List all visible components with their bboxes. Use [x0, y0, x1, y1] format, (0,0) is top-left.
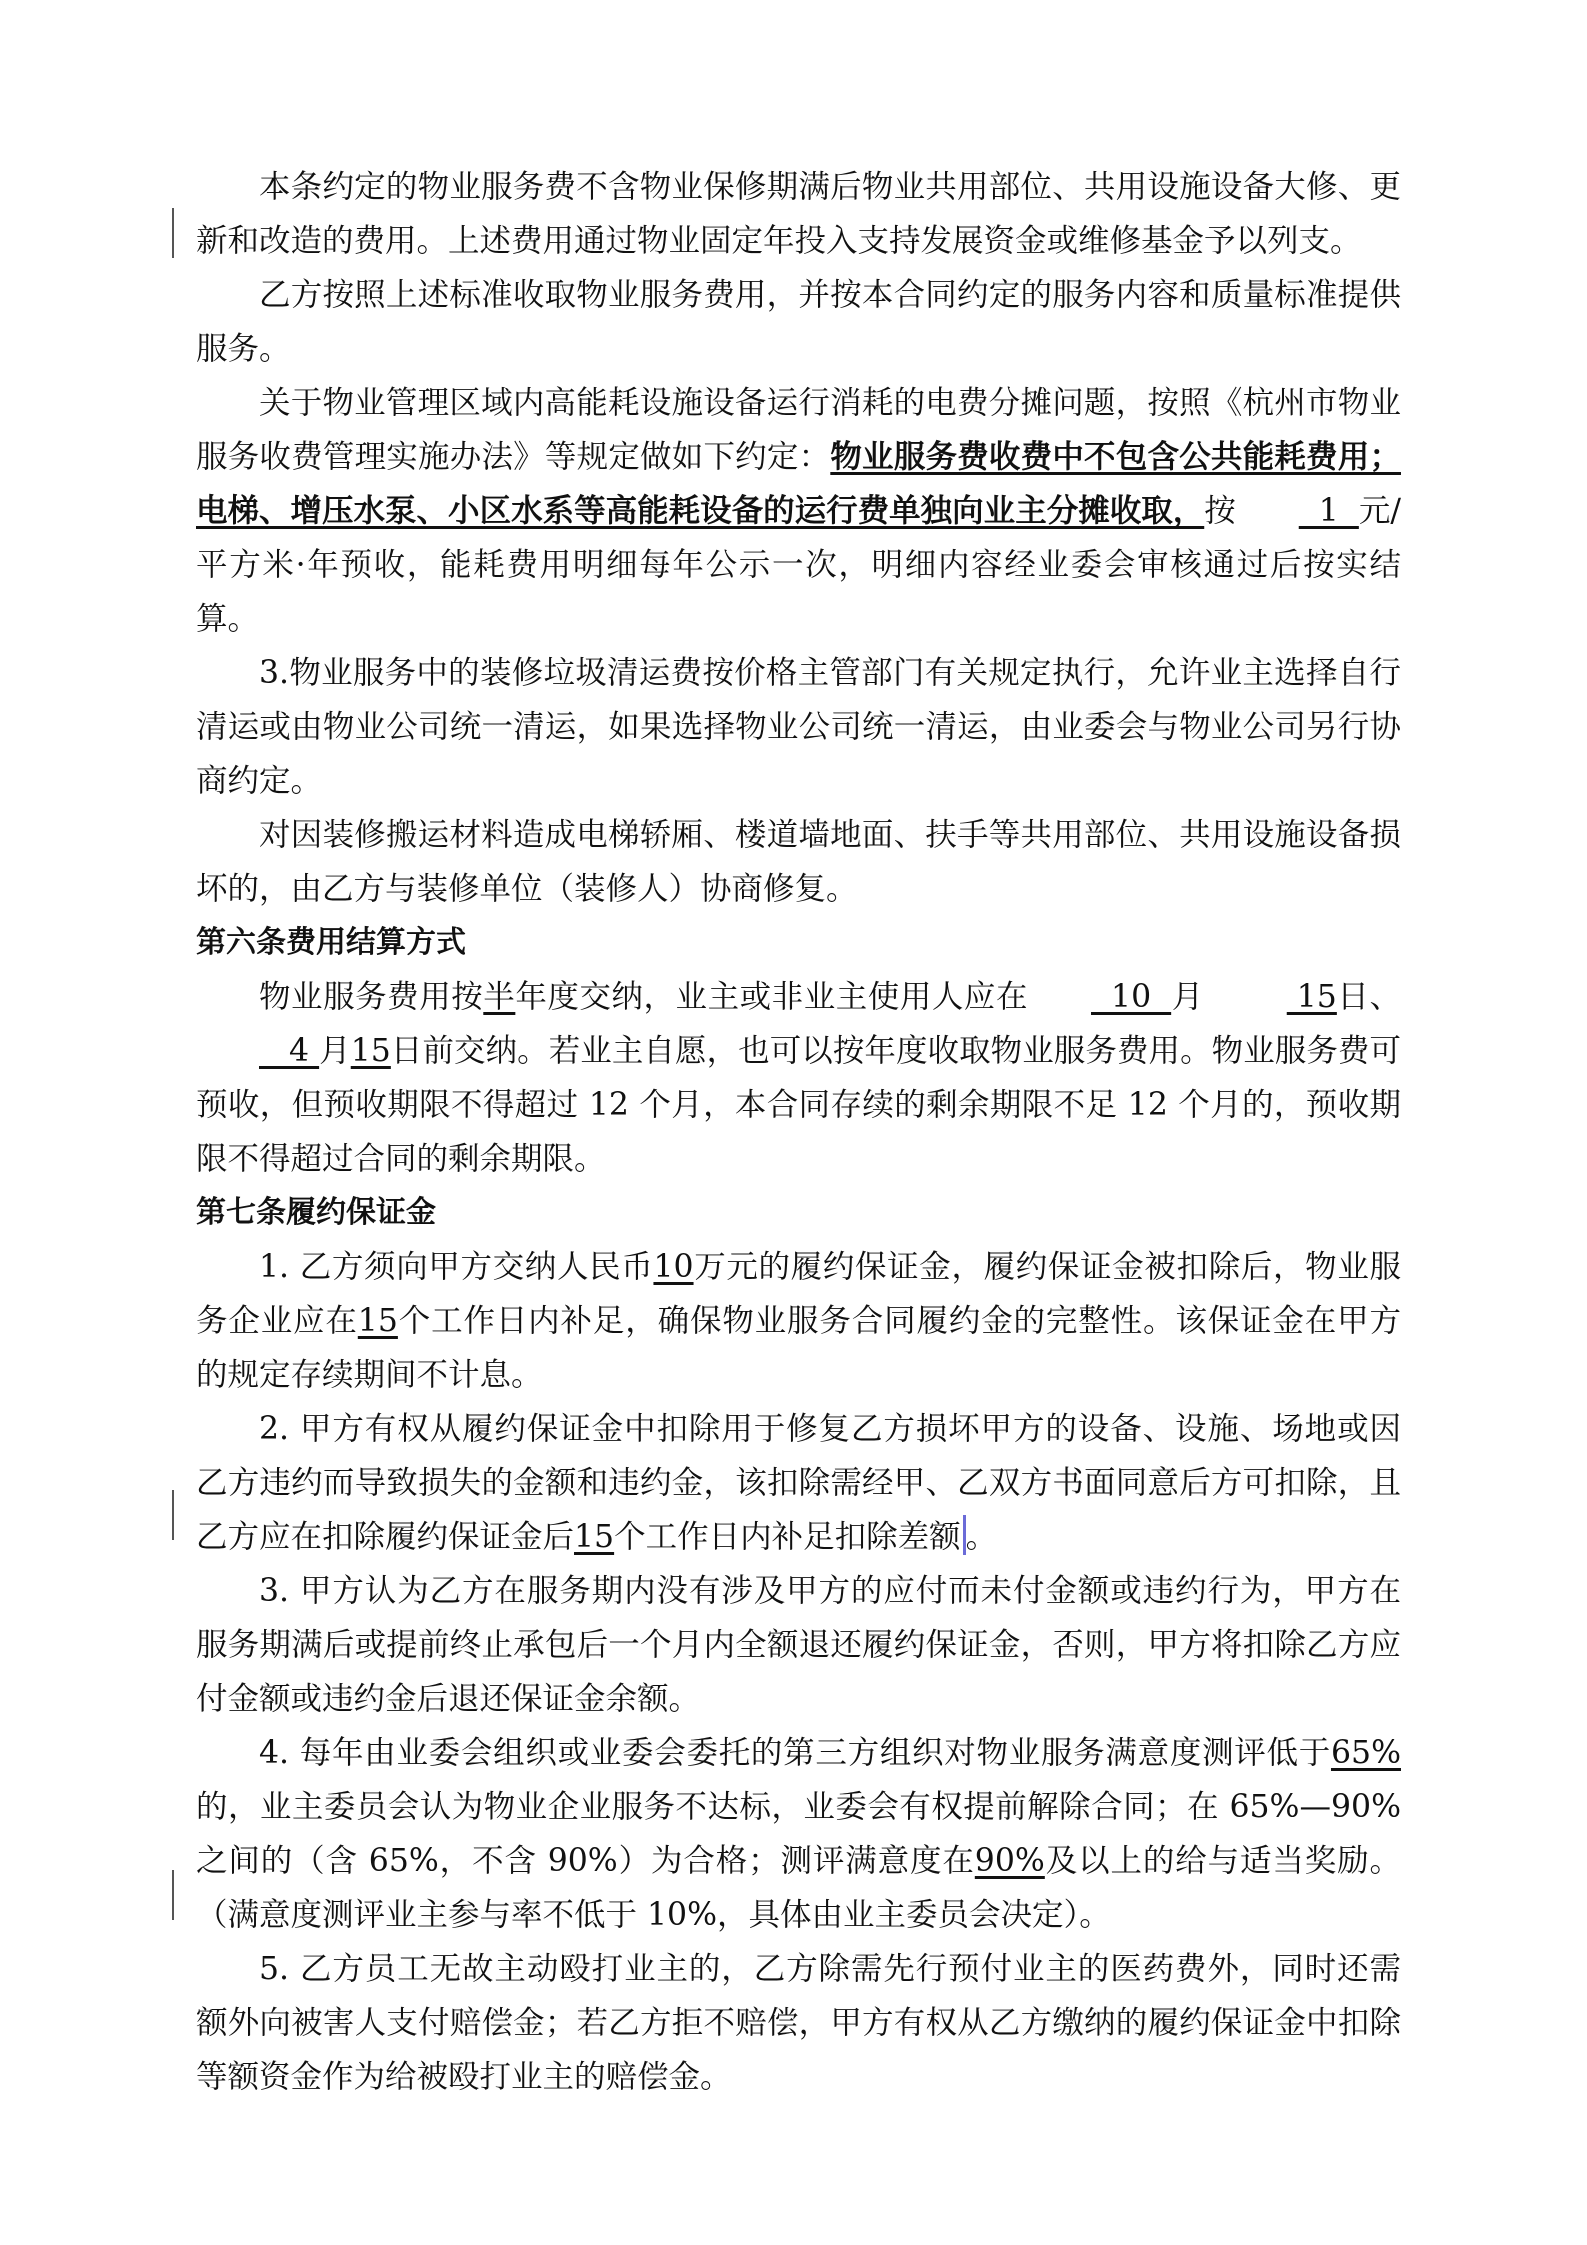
s6-month-2: 4 — [259, 1033, 320, 1069]
paragraph-energy-cost — [196, 376, 1401, 646]
s6-text-5: 日前交纳。若业主自愿，也可以按年度收取物业服务费用。物业服务费可预收，但预收期限不得超过 12 个月，本合同存续的剩余期限不足 12 个月的，预收期限不得超过合同的剩余期限。 — [196, 1033, 1401, 1177]
s7-i4-high-threshold: 90% — [974, 1843, 1045, 1879]
revision-bar-1 — [172, 208, 174, 258]
s7-i1-text-c: 个工作日内补足，确保物业服务合同履约金的完整性。该保证金在甲方的规定存续期间不计息。 — [196, 1303, 1401, 1393]
s6-text-1: 物业服务费用按 — [259, 979, 484, 1015]
revision-bar-2 — [172, 1490, 174, 1540]
document-body — [196, 160, 1401, 2104]
section-7-heading: 第七条履约保证金 — [196, 1195, 436, 1230]
s7-i4-low-threshold: 65% — [1330, 1735, 1401, 1771]
s7-i1-amount: 10 — [653, 1249, 694, 1285]
s7-i2-end: 。 — [965, 1519, 998, 1555]
s7-i1-text-b: 万元的履约保证金，履约保证金被扣除后，物业服务企业应在 — [196, 1249, 1401, 1339]
section-7-item-2 — [196, 1402, 1401, 1564]
s6-day-2: 15 — [350, 1033, 391, 1069]
s6-month-1: 10 — [1091, 979, 1172, 1015]
s7-i1-days: 15 — [357, 1303, 398, 1339]
energy-cost-amount: 1 — [1298, 493, 1359, 529]
s6-text-2: 月 — [1171, 979, 1204, 1015]
section-6-heading: 第六条费用结算方式 — [196, 925, 466, 960]
s7-i4-text-c: 及以上的给与适当奖励。（满意度测评业主参与率不低于 10%，具体由业主委员会决定）。 — [196, 1843, 1401, 1933]
s6-text-1b: 年度交纳，业主或非业主使用人应在 — [515, 979, 1029, 1015]
s7-i4-text-a: 4. 每年由业委会组织或业委会委托的第三方组织对物业服务满意度测评低于 — [259, 1735, 1331, 1771]
section-7-item-1 — [196, 1240, 1401, 1402]
s7-i1-text-a: 1. 乙方须向甲方交纳人民币 — [259, 1249, 654, 1285]
paragraph-renovation-waste: 3.物业服务中的装修垃圾清运费按价格主管部门有关规定执行，允许业主选择自行清运或由物业公司统一清运，如果选择物业公司统一清运，由业委会与物业公司另行协商约定。 — [196, 655, 1401, 799]
s6-half-year: 半 — [483, 979, 516, 1015]
paragraph-fee-exclusion: 本条约定的物业服务费不含物业保修期满后物业共用部位、共用设施设备大修、更新和改造的费用。上述费用通过物业固定年投入支持发展资金或维修基金予以列支。 — [196, 169, 1401, 259]
s7-i4-text-b: 的，业主委员会认为物业企业服务不达标，业委会有权提前解除合同；在 65%—90%之间的（含 65%，不含 90%）为合格；测评满意度在 — [196, 1789, 1401, 1879]
paragraph-renovation-damage: 对因装修搬运材料造成电梯轿厢、楼道墙地面、扶手等共用部位、共用设施设备损坏的，由乙方与装修单位（装修人）协商修复。 — [196, 817, 1401, 907]
s6-day-1: 15 — [1286, 979, 1337, 1015]
energy-cost-intro: 关于物业管理区域内高能耗设施设备运行消耗的电费分摊问题，按照《杭州市物业服务收费管理实施办法》等规定做如下约定： — [196, 385, 1401, 475]
energy-cost-bold-terms: 物业服务费收费中不包含公共能耗费用；电梯、增压水泵、小区水系等高能耗设备的运行费单独向业主分摊收取， — [196, 438, 1401, 529]
s7-i2-days: 15 — [574, 1519, 615, 1555]
section-7-item-3: 3. 甲方认为乙方在服务期内没有涉及甲方的应付而未付金额或违约行为，甲方在服务期满后或提前终止承包后一个月内全额退还履约保证金，否则，甲方将扣除乙方应付金额或违约金后退还保证金余额。 — [196, 1573, 1401, 1717]
section-7-item-4 — [196, 1726, 1401, 1942]
s6-text-4: 月 — [319, 1033, 351, 1069]
section-7-item-5: 5. 乙方员工无故主动殴打业主的，乙方除需先行预付业主的医药费外，同时还需额外向被害人支付赔偿金；若乙方拒不赔偿，甲方有权从乙方缴纳的履约保证金中扣除等额资金作为给被殴打业主的赔偿金。 — [196, 1951, 1401, 2095]
revision-bar-3 — [172, 1870, 174, 1920]
s6-text-3: 日、 — [1336, 979, 1401, 1015]
energy-cost-rest: 元/平方米·年预收，能耗费用明细每年公示一次，明细内容经业委会审核通过后按实结算。 — [196, 493, 1401, 637]
section-6-body — [196, 970, 1401, 1186]
s7-i2-text-b: 个工作日内补足扣除差额 — [614, 1519, 961, 1555]
energy-cost-by: 按 — [1204, 493, 1236, 529]
paragraph-service-standard: 乙方按照上述标准收取物业服务费用，并按本合同约定的服务内容和质量标准提供服务。 — [196, 277, 1401, 367]
s7-i2-text-a: 2. 甲方有权从履约保证金中扣除用于修复乙方损坏甲方的设备、设施、场地或因乙方违约而导致损失的金额和违约金，该扣除需经甲、乙双方书面同意后方可扣除，且乙方应在扣除履约保证金后 — [196, 1411, 1401, 1555]
